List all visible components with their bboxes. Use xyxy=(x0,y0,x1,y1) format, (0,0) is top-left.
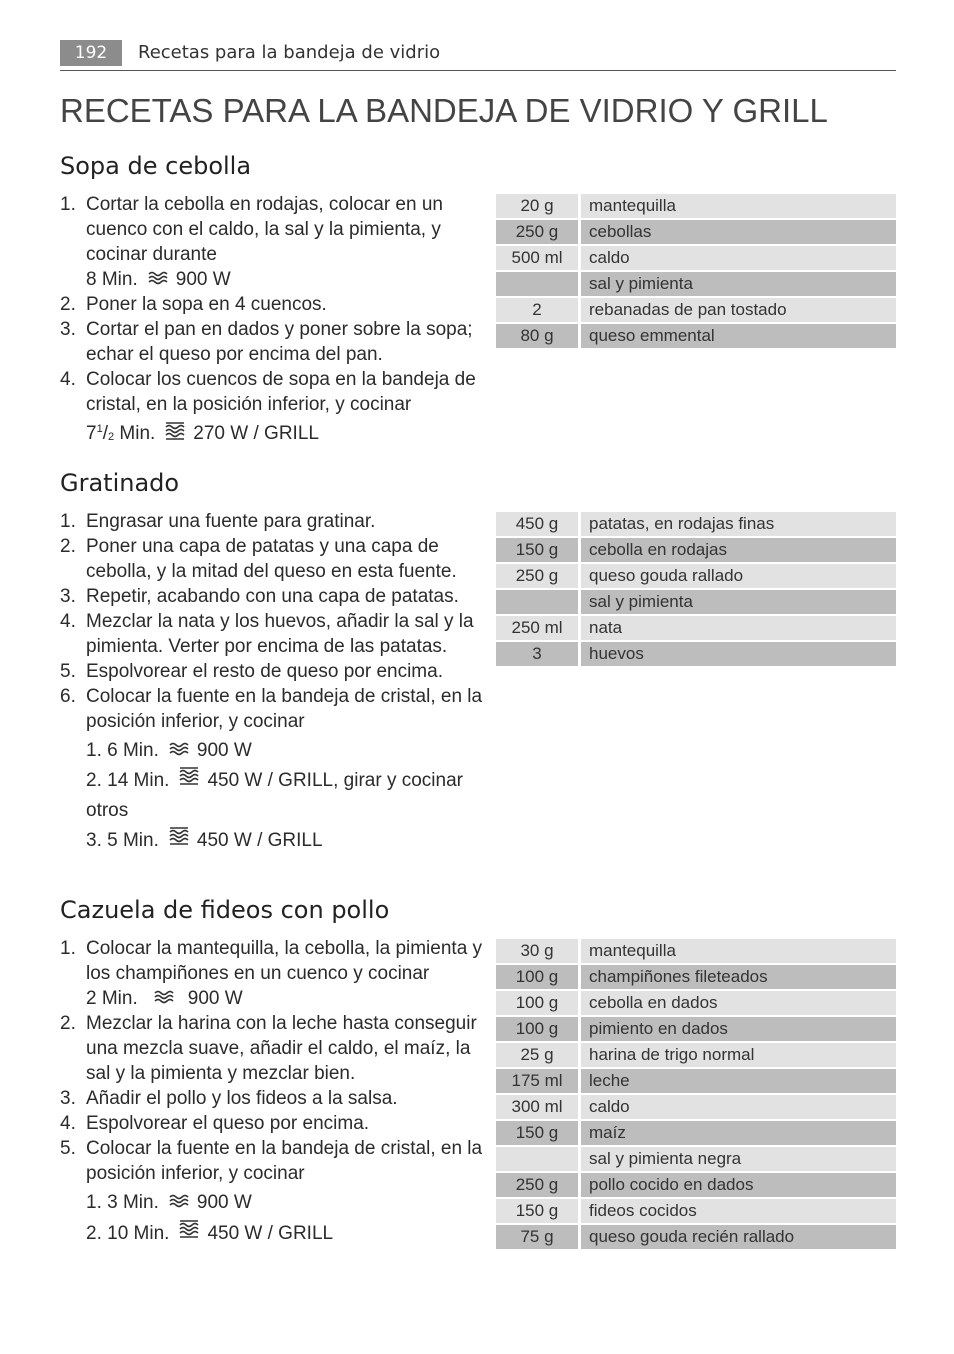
cooking-setting xyxy=(86,417,484,450)
ingredient-row xyxy=(496,1173,896,1197)
ingredient-name: queso gouda recién rallado xyxy=(581,1225,896,1249)
ingredient-name: huevos xyxy=(581,642,896,666)
ingredient-name: patatas, en rodajas finas xyxy=(581,512,896,536)
step xyxy=(60,192,484,292)
cook-time: 3. 5 Min. xyxy=(86,830,159,852)
step-number: 4. xyxy=(60,369,76,391)
ingredient-row xyxy=(496,1225,896,1249)
ingredient-name: pimiento en dados xyxy=(581,1017,896,1041)
ingredient-quantity: 150 g xyxy=(496,1121,581,1145)
microwave-grill-icon xyxy=(169,826,189,856)
ingredient-quantity: 25 g xyxy=(496,1043,581,1067)
ingredient-row xyxy=(496,538,896,562)
ingredient-name: cebolla en rodajas xyxy=(581,538,896,562)
ingredient-quantity: 75 g xyxy=(496,1225,581,1249)
step-text: Repetir, acabando con una capa de patatas. xyxy=(86,586,459,607)
ingredient-row xyxy=(496,1095,896,1119)
step-text: Engrasar una fuente para gratinar. xyxy=(86,511,376,532)
ingredient-row xyxy=(496,991,896,1015)
step-number: 2. xyxy=(60,294,76,316)
ingredient-row xyxy=(496,1147,896,1171)
cook-time: 2. 14 Min. xyxy=(86,770,170,792)
step xyxy=(60,1111,484,1136)
cooking-setting xyxy=(60,1188,484,1218)
ingredient-name: cebolla en dados xyxy=(581,991,896,1015)
step-number: 4. xyxy=(60,611,76,632)
ingredients-table-sopa xyxy=(496,192,896,350)
ingredient-row xyxy=(496,564,896,588)
step-number: 6. xyxy=(60,686,76,707)
cooking-setting xyxy=(86,986,484,1011)
step-text: Mezclar la nata y los huevos, añadir la sal y la pimienta. Verter por encima de las patatas. xyxy=(86,611,474,657)
step-number: 1. xyxy=(60,194,76,215)
ingredient-row xyxy=(496,1121,896,1145)
ingredient-row xyxy=(496,272,896,296)
step-text: Colocar la mantequilla, la cebolla, la pimienta y los champiñones en un cuenco y cocinar xyxy=(86,938,483,984)
ingredient-name: nata xyxy=(581,616,896,640)
ingredient-quantity: 100 g xyxy=(496,965,581,989)
ingredient-name: champiñones fileteados xyxy=(581,965,896,989)
ingredient-quantity: 100 g xyxy=(496,991,581,1015)
cooking-setting xyxy=(60,826,484,856)
recipe-steps-sopa xyxy=(60,192,484,450)
step-number: 3. xyxy=(60,319,76,341)
running-title: Recetas para la bandeja de vidrio xyxy=(138,42,441,63)
ingredient-quantity: 250 ml xyxy=(496,616,581,640)
step-text: Mezclar la harina con la leche hasta conseguir una mezcla suave, añadir el caldo, el maíz, la sal y la pimienta y mezclar bien. xyxy=(86,1013,477,1085)
power-level: 450 W / GRILL xyxy=(196,830,323,852)
ingredient-quantity xyxy=(496,272,581,296)
step xyxy=(60,367,484,450)
cook-time: $7^1/_2$ Min. xyxy=(86,423,156,445)
ingredients-table-gratinado xyxy=(496,510,896,668)
step-text: Espolvorear el resto de queso por encima. xyxy=(86,661,443,682)
recipe-title-sopa: Sopa de cebolla xyxy=(60,152,252,180)
ingredient-quantity: 150 g xyxy=(496,1199,581,1223)
ingredient-quantity: 20 g xyxy=(496,194,581,218)
page-header xyxy=(60,40,896,71)
step-text: Colocar la fuente en la bandeja de cristal, en la posición inferior, y cocinar xyxy=(86,686,483,732)
ingredient-quantity: 100 g xyxy=(496,1017,581,1041)
step xyxy=(60,292,484,317)
ingredient-name: queso emmental xyxy=(581,324,896,348)
step xyxy=(60,684,484,734)
ingredient-name: sal y pimienta xyxy=(581,590,896,614)
power-level: 450 W / GRILL, girar y cocinar xyxy=(207,770,463,792)
ingredient-row xyxy=(496,298,896,322)
page-title: RECETAS PARA LA BANDEJA DE VIDRIO Y GRILL xyxy=(60,92,828,129)
ingredient-name: caldo xyxy=(581,246,896,270)
ingredient-quantity: 3 xyxy=(496,642,581,666)
ingredient-quantity: 250 g xyxy=(496,220,581,244)
cooking-setting xyxy=(86,267,484,292)
step-text: Cortar el pan en dados y poner sobre la sopa; echar el queso por encima del pan. xyxy=(86,319,473,366)
step xyxy=(60,1011,484,1086)
step-number: 3. xyxy=(60,1088,76,1110)
cooking-setting xyxy=(60,736,484,766)
step xyxy=(60,609,484,659)
recipe-steps-cazuela xyxy=(60,936,484,1249)
step-text: Poner una capa de patatas y una capa de cebolla, y la mitad del queso en esta fuente. xyxy=(86,536,457,582)
ingredient-name: leche xyxy=(581,1069,896,1093)
ingredient-row xyxy=(496,324,896,348)
ingredient-row xyxy=(496,246,896,270)
step xyxy=(60,936,484,1011)
ingredient-quantity: 2 xyxy=(496,298,581,322)
ingredient-name: sal y pimienta negra xyxy=(581,1147,896,1171)
page-number: 192 xyxy=(60,40,122,66)
ingredient-row xyxy=(496,220,896,244)
ingredient-quantity: 150 g xyxy=(496,538,581,562)
ingredient-quantity: 450 g xyxy=(496,512,581,536)
step-number: 3. xyxy=(60,586,76,607)
ingredient-quantity: 250 g xyxy=(496,564,581,588)
ingredient-name: maíz xyxy=(581,1121,896,1145)
step-text: Cortar la cebolla en rodajas, colocar en un cuenco con el caldo, la sal y la pimienta, y cocinar durante xyxy=(86,194,443,265)
microwave-icon xyxy=(148,267,168,292)
ingredient-row xyxy=(496,642,896,666)
ingredient-quantity: 80 g xyxy=(496,324,581,348)
ingredient-quantity: 30 g xyxy=(496,939,581,963)
ingredients-table-cazuela xyxy=(496,937,896,1251)
ingredient-name: caldo xyxy=(581,1095,896,1119)
ingredient-quantity xyxy=(496,590,581,614)
ingredient-name: pollo cocido en dados xyxy=(581,1173,896,1197)
ingredient-name: mantequilla xyxy=(581,194,896,218)
step-number: 1. xyxy=(60,511,76,532)
step xyxy=(60,509,484,534)
step-number: 5. xyxy=(60,661,76,682)
power-level: 900 W xyxy=(175,269,231,290)
recipe-title-cazuela: Cazuela de fideos con pollo xyxy=(60,896,390,924)
microwave-icon xyxy=(169,736,189,766)
ingredient-name: mantequilla xyxy=(581,939,896,963)
step-number: 5. xyxy=(60,1138,76,1160)
ingredient-name: harina de trigo normal xyxy=(581,1043,896,1067)
power-level: 900 W xyxy=(196,740,252,762)
ingredient-name: sal y pimienta xyxy=(581,272,896,296)
step xyxy=(60,317,484,367)
cooking-setting xyxy=(60,766,484,796)
power-level: 270 W / GRILL xyxy=(193,423,319,445)
cooking-settings xyxy=(60,1188,484,1248)
step-text: Poner la sopa en 4 cuencos. xyxy=(86,294,327,316)
cooking-setting xyxy=(60,1219,484,1249)
step xyxy=(60,1136,484,1186)
step-text: Añadir el pollo y los fideos a la salsa. xyxy=(86,1088,398,1110)
ingredient-row xyxy=(496,1017,896,1041)
cook-time: 2. 10 Min. xyxy=(86,1222,170,1244)
ingredient-quantity xyxy=(496,1147,581,1171)
power-level: 450 W / GRILL xyxy=(207,1222,334,1244)
ingredient-row xyxy=(496,1069,896,1093)
step-number: 2. xyxy=(60,536,76,557)
step-text: Espolvorear el queso por encima. xyxy=(86,1113,370,1135)
cook-time: 8 Min. xyxy=(86,269,138,290)
ingredient-row xyxy=(496,965,896,989)
ingredient-name: cebollas xyxy=(581,220,896,244)
ingredient-row xyxy=(496,616,896,640)
step-number: 2. xyxy=(60,1013,76,1035)
ingredient-row xyxy=(496,1199,896,1223)
ingredient-row xyxy=(496,1043,896,1067)
ingredient-row xyxy=(496,590,896,614)
recipe-title-gratinado: Gratinado xyxy=(60,469,180,497)
step-text: Colocar la fuente en la bandeja de cristal, en la posición inferior, y cocinar xyxy=(86,1138,483,1185)
ingredient-row xyxy=(496,512,896,536)
cooking-settings xyxy=(60,736,484,856)
cook-time: 1. 3 Min. xyxy=(86,1192,159,1214)
step-number: 4. xyxy=(60,1113,76,1135)
ingredient-quantity: 250 g xyxy=(496,1173,581,1197)
power-level: 900 W xyxy=(196,1192,252,1214)
recipe-steps-gratinado xyxy=(60,509,484,856)
ingredient-quantity: 300 ml xyxy=(496,1095,581,1119)
ingredient-quantity: 175 ml xyxy=(496,1069,581,1093)
ingredient-name: queso gouda rallado xyxy=(581,564,896,588)
microwave-icon xyxy=(169,1188,189,1218)
step xyxy=(60,584,484,609)
step xyxy=(60,659,484,684)
step-number: 1. xyxy=(60,938,76,959)
step xyxy=(60,1086,484,1111)
step xyxy=(60,534,484,584)
step-text: Colocar los cuencos de sopa en la bandeja de cristal, en la posición inferior, y cocinar xyxy=(86,369,476,416)
cook-time: 1. 6 Min. xyxy=(86,740,159,762)
ingredient-name: fideos cocidos xyxy=(581,1199,896,1223)
microwave-grill-icon xyxy=(165,421,185,448)
microwave-icon xyxy=(154,986,174,1011)
ingredient-row xyxy=(496,939,896,963)
microwave-grill-icon xyxy=(179,1219,199,1249)
ingredient-row xyxy=(496,194,896,218)
cook-time: 2 Min. xyxy=(86,988,138,1009)
power-level: 900 W xyxy=(187,988,243,1009)
setting-continuation: otros xyxy=(86,800,129,822)
ingredient-quantity: 500 ml xyxy=(496,246,581,270)
microwave-grill-icon xyxy=(179,766,199,796)
ingredient-name: rebanadas de pan tostado xyxy=(581,298,896,322)
